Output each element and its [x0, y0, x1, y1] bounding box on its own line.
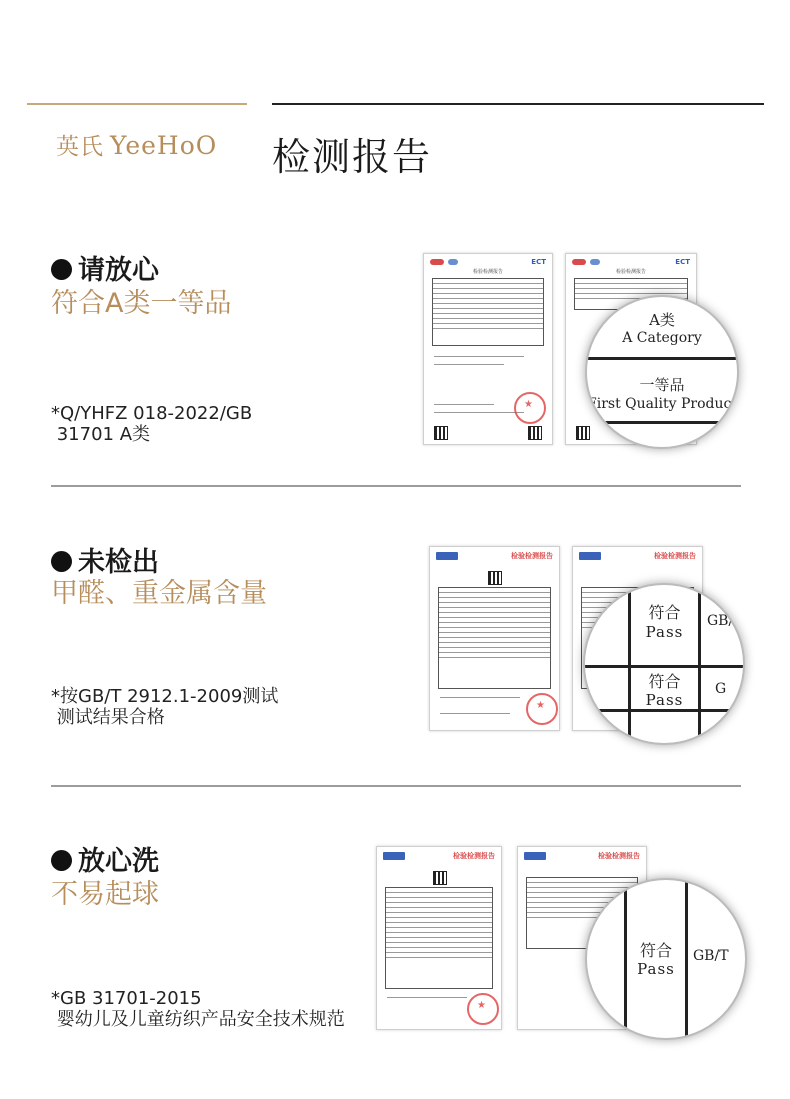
- qr-code-icon: [528, 426, 542, 440]
- logo-en: YeeHoO: [110, 131, 218, 160]
- magnified-label: 符合: [639, 941, 672, 960]
- magnified-label: GB/: [707, 613, 734, 629]
- qr-code-icon: [576, 426, 590, 440]
- magnified-label: First Quality Product: [587, 396, 737, 412]
- doc-report-label: 检验检测报告: [472, 269, 503, 275]
- magnifier-zoom-2: [583, 583, 745, 745]
- magnifier-zoom-1: [585, 295, 739, 449]
- header-black-rule: [272, 103, 764, 105]
- red-seal-stamp: [514, 392, 546, 424]
- red-seal-stamp: [467, 993, 499, 1025]
- section-2-subtitle: 甲醛、重金属含量: [51, 578, 267, 609]
- header-gold-rule: [27, 103, 247, 105]
- section-3-title-text: 放心洗: [78, 846, 159, 877]
- doc-report-label: 检验检测报告: [598, 852, 640, 860]
- doc-report-label: 检验检测报告: [511, 552, 553, 560]
- magnified-label: 符合: [648, 672, 681, 691]
- magnified-label: 符合: [648, 603, 681, 622]
- doc-report-label: 检验检测报告: [654, 552, 696, 560]
- report-document-3a: [376, 846, 502, 1030]
- magnified-label: Pass: [645, 623, 684, 641]
- magnified-label: A类: [649, 311, 675, 329]
- doc-brand-mark: ECT: [531, 258, 546, 266]
- magnified-label: GB/T: [693, 948, 729, 964]
- qr-code-icon: [488, 571, 502, 585]
- magnified-label: Pass: [645, 691, 684, 709]
- section-1-title-text: 请放心: [78, 255, 159, 286]
- bullet-dot-icon: [51, 259, 72, 280]
- section-1-note: *Q/YHFZ 018-2022/GB 31701 A类: [51, 403, 253, 445]
- brand-logo: [56, 128, 217, 161]
- section-divider: [51, 785, 741, 787]
- doc-report-label: 检验检测报告: [453, 852, 495, 860]
- magnified-label: Pass: [637, 960, 675, 978]
- page-title: 检测报告: [272, 135, 433, 179]
- magnifier-zoom-3: [585, 878, 747, 1040]
- qr-code-icon: [434, 426, 448, 440]
- section-2-title-text: 未检出: [78, 547, 159, 578]
- magnified-label: A Category: [622, 330, 702, 346]
- section-3-note: *GB 31701-2015 婴幼儿及儿童纺织产品安全技术规范: [51, 988, 345, 1030]
- doc-report-label: 检验检测报告: [615, 269, 646, 275]
- qr-code-icon: [433, 871, 447, 885]
- section-divider: [51, 485, 741, 487]
- magnified-label: 一等品: [639, 376, 685, 394]
- section-2-note: *按GB/T 2912.1-2009测试 测试结果合格: [51, 686, 279, 728]
- logo-cn: 英氏: [56, 134, 104, 160]
- report-document-1a: [423, 253, 553, 445]
- report-document-2a: [429, 546, 560, 731]
- bullet-dot-icon: [51, 551, 72, 572]
- section-1-subtitle: 符合A类一等品: [51, 288, 232, 319]
- magnified-label: G: [715, 681, 727, 697]
- section-3-subtitle: 不易起球: [51, 879, 159, 910]
- doc-brand-mark: ECT: [675, 258, 690, 266]
- red-seal-stamp: [526, 693, 558, 725]
- bullet-dot-icon: [51, 850, 72, 871]
